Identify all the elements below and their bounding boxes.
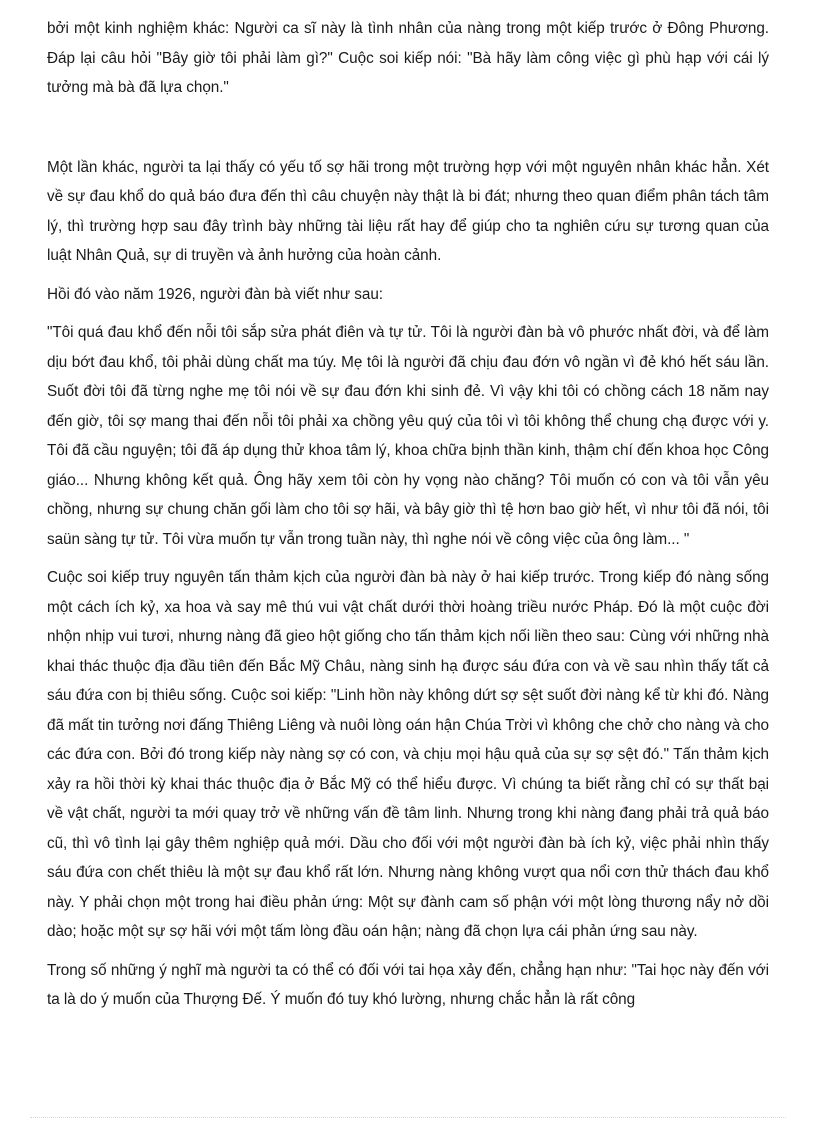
paragraph-6: Trong số những ý nghĩ mà người ta có thể có đối với tai họa xảy đến, chẳng hạn như: "Tai học này đến với ta là do ý muốn của Thượng Đế. Ý muốn đó tuy khó lường, nhưng chắc hẳn là rất công [47,961,769,1008]
page-bottom-divider [30,1117,786,1118]
paragraph-3: Hồi đó vào năm 1926, người đàn bà viết như sau: [47,285,384,303]
paragraph-2: Một lần khác, người ta lại thấy có yếu tố sợ hãi trong một trường hợp với một nguyên nhân khác hẳn. Xét về sự đau khổ do quả báo đưa đến thì câu chuyện này thật là bi đát; nhưng theo quan điểm phân tách tâm lý, thì trường hợp sau đây trình bày những tài liệu rất hay để giúp cho ta nghiên cứu sự tương quan của luật Nhân Quả, sự di truyền và ảnh hưởng của hoàn cảnh. [47,158,769,264]
document-page [47,14,769,1015]
paragraph-5: Cuộc soi kiếp truy nguyên tấn thảm kịch của người đàn bà này ở hai kiếp trước. Trong kiếp đó nàng sống một cách ích kỷ, xa hoa và say mê thú vui vật chất dưới thời hoàng triều nước Pháp. Đó là một cuộc đời nhộn nhịp vui tươi, nhưng nàng đã gieo hột giống cho tấn thảm kịch nối liền theo sau: Cùng với những nhà khai thác thuộc địa đầu tiên đến Bắc Mỹ Châu, nàng sinh hạ được sáu đứa con và về sau nhìn thấy tất cả sáu đứa con bị thiêu sống. Cuộc soi kiếp: "Linh hồn này không dứt sợ sệt suốt đời nàng kể từ khi đó. Nàng đã mất tin tưởng nơi đấng Thiêng Liêng và nuôi lòng oán hận Chúa Trời vì không che chở cho nàng và cho các đứa con. Bởi đó trong kiếp này nàng sợ có con, và chịu mọi hậu quả của sự sợ sệt đó." Tấn thảm kịch xảy ra hồi thời kỳ khai thác thuộc địa ở Bắc Mỹ có thể hiểu được. Vì chúng ta biết rằng chỉ có sự thất bại về vật chất, người ta mới quay trở về những vấn đề tâm linh. Nhưng trong khi nàng đang phải trả quả báo cũ, thì vô tình lại gây thêm nghiệp quả mới. Dầu cho đối với một người đàn bà ích kỷ, việc phải nhìn thấy sáu đứa con chết thiêu là một sự đau khổ rất lớn. Nhưng nàng không vượt qua nổi cơn thử thách đau khổ này. Y phải chọn một trong hai điều phản ứng: Một sự đành cam số phận với một lòng thương nẩy nở dồi dào; hoặc một sự sợ hãi với một tấm lòng đầu oán hận; nàng đã chọn lựa cái phản ứng sau này. [47,569,769,940]
paragraph-4-quote: "Tôi quá đau khổ đến nỗi tôi sắp sửa phát điên và tự tử. Tôi là người đàn bà vô phước nhất đời, và để làm dịu bớt đau khổ, tôi phải dùng chất ma túy. Mẹ tôi là người đã chịu đau đớn vô ngần vì đẻ khó hết sáu lần. Suốt đời tôi đã từng nghe mẹ tôi nói về sự đau đớn khi sinh đẻ. Vì vậy khi tôi có chồng cách 18 năm nay đến giờ, tôi sợ mang thai đến nỗi tôi phải xa chồng yêu quý của tôi vì tôi không thể chung chạ được với y. Tôi đã cầu nguyện; tôi đã áp dụng thử khoa tâm lý, khoa chữa bịnh thần kinh, thậm chí đến khoa học Công giáo... Nhưng không kết quả. Ông hãy xem tôi còn hy vọng nào chăng? Tôi muốn có con và tôi vẫn yêu chồng, nhưng sự chung chăn gối làm cho tôi sợ hãi, và bây giờ thì tệ hơn bao giờ hết, vì như tôi đã nói, tôi saün sàng tự tử. Tôi vừa muốn tự vẫn trong tuần này, thì nghe nói về công việc của ông làm... " [47,324,769,548]
paragraph-1: bởi một kinh nghiệm khác: Người ca sĩ này là tình nhân của nàng trong một kiếp trước ở Đông Phương. Đáp lại câu hỏi "Bây giờ tôi phải làm gì?" Cuộc soi kiếp nói: "Bà hãy làm công việc gì phù hạp với cái lý tưởng mà bà đã lựa chọn." [47,20,769,96]
